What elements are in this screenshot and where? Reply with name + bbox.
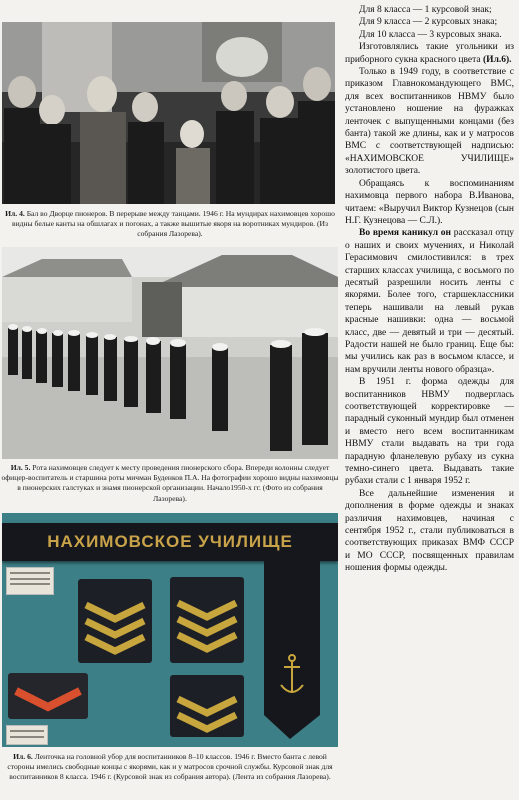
photo-ribbon-caption [0,752,340,783]
course-badge-line-10: Для 10 класса — 3 курсовых знака. [359,29,502,40]
ball-photo-image [2,22,335,204]
paragraph-material [345,41,514,66]
caption-text: Бал во Дворце пионеров. В перерыве между танцами. 1946 г. На мундирах нахимовцев хорошо видны белые канты на обшлагах и погонах, а также вышитые якоря на воротниках мундиров. (Из собрания Лазорева). [11,209,335,239]
caption-label: Ил. 5. [10,463,31,472]
caption-text: Рота нахимовцев следует к месту проведения пионерского сбора. Впереди колонны следует офицер-воспитатель и старшина роты мичман Буденков П.А. На фотографии хорошо видны нахимовцы в пионерских галстуках и знамя пионерской организации. Начало1950-х гг. (Фото из собрания Лазорева). [1,463,339,503]
illustration-reference: (Ил.6). [483,54,512,65]
photo-ball-caption [0,209,340,240]
caption-text: Ленточка на головной убор для воспитанников 8–10 классов. 1946 г. Вместо банта с левой стороны имелись свободные концы с якорями, как и у матросов срочной службы. Курсовой знак для воспитанников 8 класса. 1946 г. (Курсовой знак из собрания автора). (Лента из собрания Лазорева). [7,752,333,782]
photo-marching-caption [0,463,340,504]
paragraph-1951: В 1951 г. форма одежды для воспитанников НВМУ подверглась соответствующей корректировке — парадный суконный мундир был отменен и вместо него всем воспитанникам НВМУ стали выдавать на три года парадную фланелевую рубаху из сукна темно-синего цвета. Выдавать такие рубахи стали с 1 января 1952 г. [345,377,514,487]
memoir-text: рассказал отцу о наших и своих мучениях, и Николай Герасимович смилостивился: в трех старших классах училища, с восьмого по десятый разрешили носить ленты с якорями. Более того, старшеклассники теперь нашивали на левый рукав красные нашивки: одна — восьмой класс, две — девятый и три — десятый. Радости нашей не было границ. Еще бы: мы учились как раз в восьмом классе, и нам вручили ленты нового образца». [345,228,515,375]
paragraph-memoir [345,227,514,376]
course-badges-image [2,513,338,747]
paragraph-material-text: Изготовлялись такие угольники из приборного сукна красного цвета [345,42,514,65]
memoir-lead: Во время каникул он [359,228,452,239]
caption-label: Ил. 6. [13,752,33,761]
paragraph-memoir-intro: Обращаясь к воспоминаниям нахимовца первого набора В.Иванова, читаем: «Выручил Виктор Кузнецов (сын Н.Г. Кузнецова — С.Л.). [345,178,514,226]
marching-photo-image [2,247,338,459]
photo-ribbon-and-badges [2,513,338,747]
paragraph-1949: Только в 1949 году, в соответствие с приказом Главнокомандующего ВМС, для всех воспитанников НВМУ было установлено ношение на фуражках ленточек с выпущенными концами (без банта) такой же длины, как и у матросов ВМС с соответствующей надписью: «НАХИМОВСКОЕ УЧИЛИЩЕ» золотистого цвета. [345,67,514,177]
course-badge-line-9: Для 9 класса — 2 курсовых знака; [359,17,498,28]
paragraph-after-1952: Все дальнейшие изменения и дополнения в форме одежды и знаках различия нахимовцев, начиная с сентября 1952 г., стали публиковаться в соответствующих приказах ВМФ СССР и МО СССР, посвященных правилам ношения формы одежды. [345,488,514,574]
article-text-column [345,4,514,575]
caption-label: Ил. 4. [5,209,25,218]
photo-ball-palace-of-pioneers [2,22,335,204]
photo-cadets-marching [2,247,338,459]
course-badge-line-8: Для 8 класса — 1 курсовой знак; [359,5,492,15]
ribbon-inscription: НАХИМОВСКОЕ УЧИЛИЩЕ [47,532,293,551]
